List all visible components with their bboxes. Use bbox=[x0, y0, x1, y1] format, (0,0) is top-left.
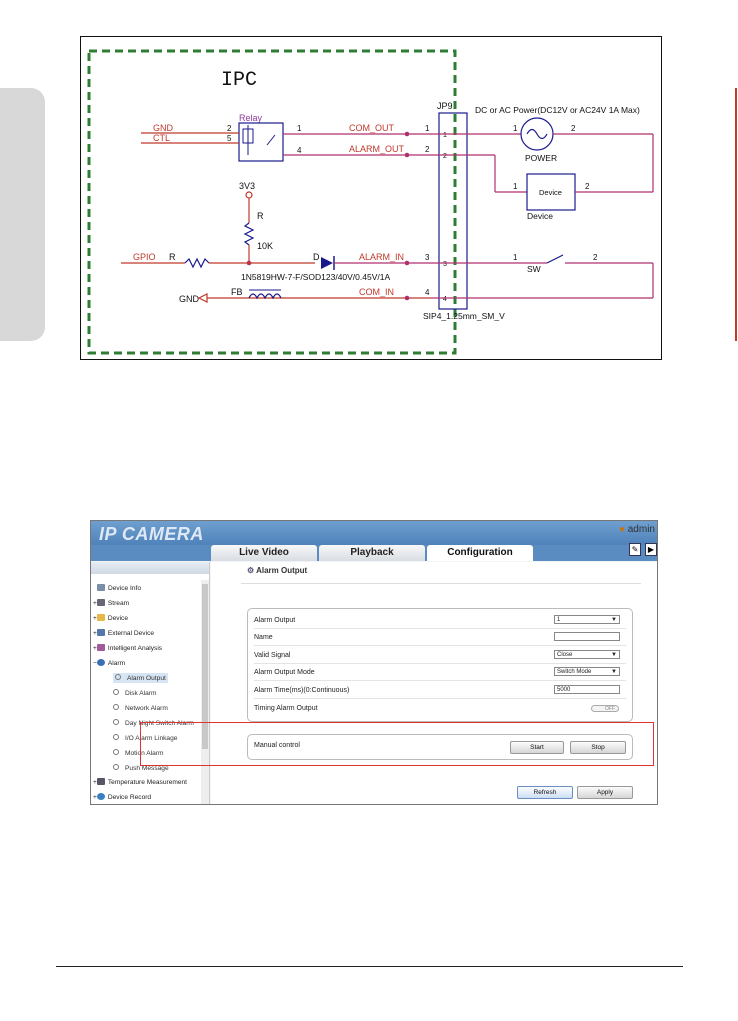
svg-text:1: 1 bbox=[513, 182, 518, 191]
valid-signal-select[interactable]: Close ▼ bbox=[554, 650, 620, 659]
jp9-connector bbox=[439, 113, 467, 309]
tree-item-alarm[interactable]: − Alarm bbox=[93, 660, 126, 667]
svg-text:4: 4 bbox=[297, 146, 302, 155]
alarm-icon bbox=[97, 659, 105, 666]
svg-text:Device: Device bbox=[539, 188, 562, 197]
svg-text:3: 3 bbox=[425, 253, 430, 262]
gpio-label: GPIO bbox=[133, 252, 156, 262]
device-folder-icon bbox=[97, 614, 105, 621]
tree-item-stream[interactable]: + Stream bbox=[93, 600, 130, 607]
external-device-icon bbox=[97, 629, 105, 636]
svg-text:2: 2 bbox=[571, 124, 576, 133]
side-tab bbox=[0, 88, 45, 341]
svg-text:4: 4 bbox=[443, 296, 447, 303]
diode-desc: 1N5819HW-7-F/SOD123/40V/0.45V/1A bbox=[241, 272, 391, 282]
switch-symbol bbox=[547, 255, 563, 263]
tree-item-device[interactable]: + Device bbox=[93, 615, 129, 622]
svg-text:1: 1 bbox=[425, 124, 430, 133]
svg-text:5: 5 bbox=[227, 134, 232, 143]
device-label: Device bbox=[527, 211, 553, 221]
svg-text:D: D bbox=[313, 252, 320, 262]
logo: IP CAMERA bbox=[99, 524, 204, 544]
row-alarm-output: Alarm Output 1 ▼ bbox=[254, 613, 626, 629]
tree-item-external-device[interactable]: + External Device bbox=[93, 630, 155, 637]
dropdown-arrow-icon: ▼ bbox=[611, 617, 617, 623]
user-label[interactable]: ● admin bbox=[618, 524, 655, 535]
svg-text:2: 2 bbox=[443, 153, 447, 160]
manual-control-highlight bbox=[140, 722, 654, 766]
apply-button[interactable]: Apply bbox=[577, 786, 633, 799]
tree-item-device-info[interactable]: Device Info bbox=[97, 584, 141, 592]
tab-configuration[interactable]: Configuration bbox=[427, 545, 533, 561]
v3v3-label: 3V3 bbox=[239, 181, 256, 191]
power-title: DC or AC Power(DC12V or AC24V 1A Max) bbox=[475, 105, 640, 115]
alarm-output-select[interactable]: 1 ▼ bbox=[554, 615, 620, 624]
bullet-icon bbox=[113, 764, 119, 770]
row-valid-signal: Valid Signal Close ▼ bbox=[254, 648, 626, 664]
dropdown-arrow-icon: ▼ bbox=[611, 652, 617, 658]
title-divider bbox=[241, 583, 641, 584]
device-info-icon bbox=[97, 584, 105, 591]
refresh-button[interactable]: Refresh bbox=[517, 786, 573, 799]
stream-icon bbox=[97, 599, 105, 606]
temperature-icon bbox=[97, 778, 105, 785]
page-title: ⚙ Alarm Output bbox=[247, 566, 308, 575]
tree-item-network-alarm[interactable]: Network Alarm bbox=[113, 704, 168, 712]
row-alarm-time: Alarm Time(ms)(0:Continuous) 5000 bbox=[254, 683, 626, 699]
svg-text:2: 2 bbox=[585, 182, 590, 191]
manual-control-label: Manual control bbox=[254, 742, 300, 749]
ipc-label: IPC bbox=[221, 69, 258, 92]
tree-item-push-message[interactable]: Push Message bbox=[113, 764, 169, 772]
tree-item-intelligent-analysis[interactable]: + Intelligent Analysis bbox=[93, 645, 163, 652]
alarm-time-input[interactable]: 5000 bbox=[554, 685, 620, 694]
timing-alarm-toggle[interactable]: OFF bbox=[591, 705, 619, 712]
bullet-icon bbox=[113, 734, 119, 740]
wiring-diagram bbox=[80, 36, 662, 360]
bullet-icon bbox=[113, 749, 119, 755]
config-tree bbox=[91, 562, 210, 804]
settings-panel bbox=[247, 608, 633, 722]
tree-item-temperature-measurement[interactable]: + Temperature Measurement bbox=[93, 779, 188, 786]
svg-text:4: 4 bbox=[425, 288, 430, 297]
start-button[interactable]: Start bbox=[510, 741, 564, 754]
content-pane bbox=[211, 562, 657, 804]
svg-text:1: 1 bbox=[513, 253, 518, 262]
svg-text:1: 1 bbox=[513, 124, 518, 133]
dropdown-arrow-icon: ▼ bbox=[611, 669, 617, 675]
tree-item-disk-alarm[interactable]: Disk Alarm bbox=[113, 689, 157, 697]
svg-text:3: 3 bbox=[443, 261, 447, 268]
svg-text:1: 1 bbox=[443, 132, 447, 139]
ipc-boundary bbox=[89, 51, 455, 353]
tree-header bbox=[91, 562, 209, 574]
bullet-icon bbox=[113, 704, 119, 710]
svg-text:R: R bbox=[169, 252, 176, 262]
edit-icon[interactable]: ✎ bbox=[629, 543, 641, 556]
gnd-label: GND bbox=[153, 123, 173, 133]
alarm-output-icon: ⚙ bbox=[247, 566, 255, 575]
tree-scrollbar[interactable] bbox=[201, 580, 209, 804]
gnd-arrow-label: GND bbox=[179, 294, 199, 304]
svg-text:2: 2 bbox=[227, 124, 232, 133]
alarm-in-label: ALARM_IN bbox=[359, 252, 405, 262]
record-icon bbox=[97, 793, 105, 800]
row-alarm-output-mode: Alarm Output Mode Switch Mode ▼ bbox=[254, 665, 626, 681]
svg-text:R: R bbox=[257, 211, 264, 221]
svg-text:1: 1 bbox=[297, 124, 302, 133]
tree-item-alarm-output[interactable]: Alarm Output bbox=[113, 673, 168, 683]
bullet-icon bbox=[115, 674, 121, 680]
jp9-label: JP9 bbox=[437, 101, 453, 111]
svg-text:2: 2 bbox=[425, 145, 430, 154]
svg-text:2: 2 bbox=[593, 253, 598, 262]
relay-label: Relay bbox=[239, 113, 263, 123]
logout-icon[interactable]: ▶ bbox=[645, 543, 657, 556]
alarm-out-label: ALARM_OUT bbox=[349, 144, 405, 154]
com-out-label: COM_OUT bbox=[349, 123, 394, 133]
page-edge-mark bbox=[735, 88, 737, 341]
stop-button[interactable]: Stop bbox=[570, 741, 626, 754]
diode-symbol bbox=[321, 257, 333, 269]
svg-text:FB: FB bbox=[231, 287, 243, 297]
power-label: POWER bbox=[525, 153, 558, 163]
row-timing-alarm-output: Timing Alarm Output OFF bbox=[254, 701, 626, 716]
tree-item-device-record[interactable]: + Device Record bbox=[93, 794, 152, 801]
svg-text:10K: 10K bbox=[257, 241, 274, 251]
name-input[interactable] bbox=[554, 632, 620, 641]
sw-label: SW bbox=[527, 264, 541, 274]
bullet-icon bbox=[113, 689, 119, 695]
footer-rule bbox=[56, 966, 683, 967]
row-name: Name bbox=[254, 630, 626, 646]
tree-item-io-alarm-linkage[interactable]: I/O Alarm Linkage bbox=[113, 734, 177, 742]
analysis-icon bbox=[97, 644, 105, 651]
sip-label: SIP4_1.25mm_SM_V bbox=[423, 311, 505, 321]
bullet-icon bbox=[113, 719, 119, 725]
alarm-output-mode-select[interactable]: Switch Mode ▼ bbox=[554, 667, 620, 676]
user-icon: ● bbox=[618, 524, 625, 535]
com-in-label: COM_IN bbox=[359, 287, 395, 297]
tree-item-day-night-switch-alarm[interactable]: Day Night Switch Alarm bbox=[113, 719, 194, 727]
tab-playback[interactable]: Playback bbox=[319, 545, 425, 561]
tab-live-video[interactable]: Live Video bbox=[211, 545, 317, 561]
ctl-label: CTL bbox=[153, 133, 171, 143]
tree-item-motion-alarm[interactable]: Motion Alarm bbox=[113, 749, 163, 757]
